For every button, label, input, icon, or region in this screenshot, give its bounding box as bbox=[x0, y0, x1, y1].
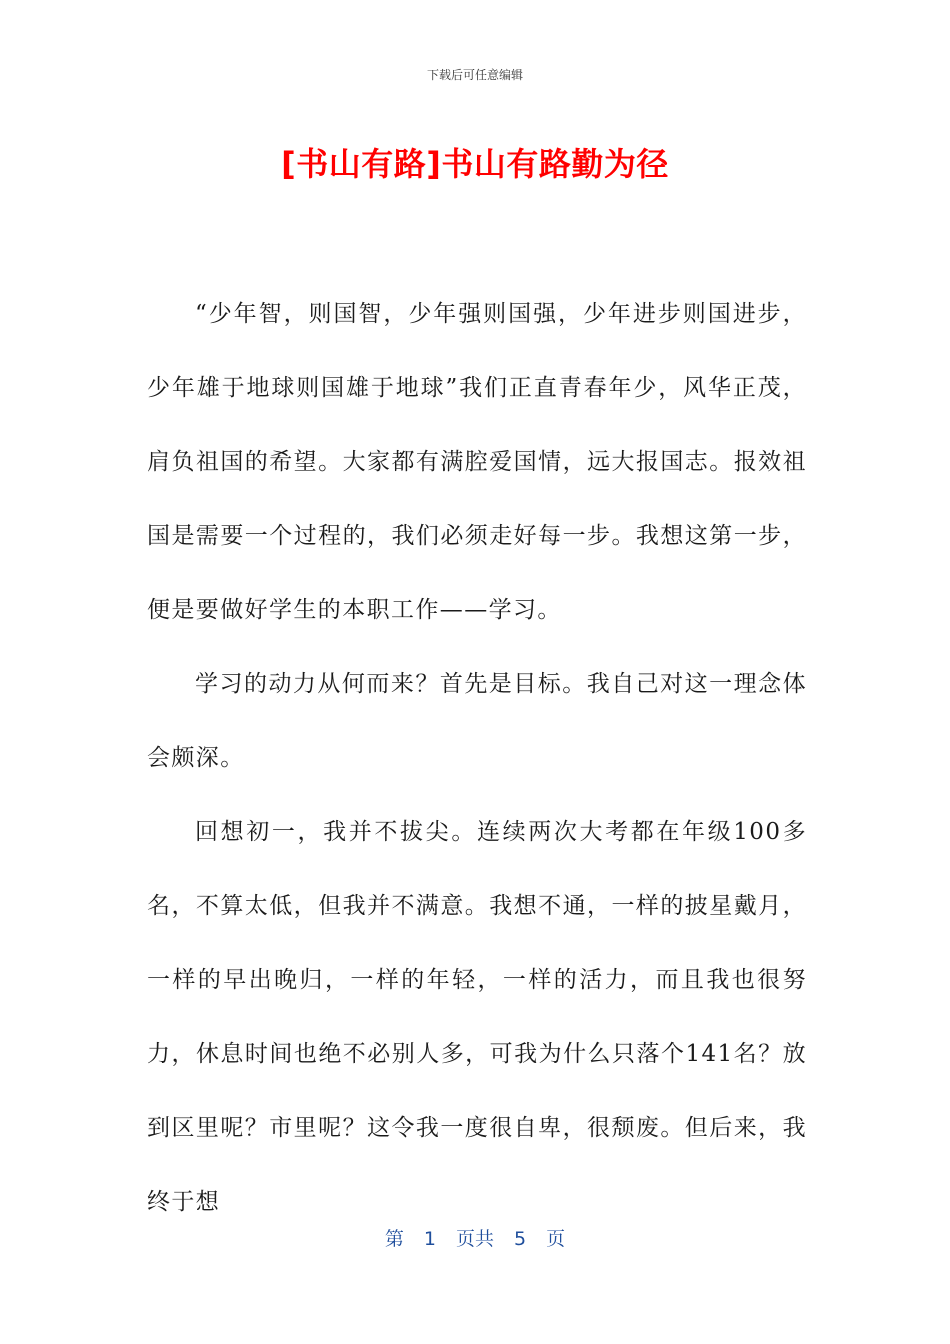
document-title: [书山有路]书山有路勤为径 bbox=[281, 145, 669, 183]
paragraph-1: “少年智，则国智，少年强则国强，少年进步则国进步，少年雄于地球则国雄于地球”我们正直青春年少，风华正茂，肩负祖国的希望。大家都有满腔爱国情，远大报国志。报效祖国是需要一个过程的，我们必须走好每一步。我想这第一步，便是要做好学生的本职工作——学习。 bbox=[147, 301, 807, 623]
document-body bbox=[147, 277, 807, 1239]
page-header-note: 下载后可任意编辑 bbox=[426, 68, 523, 82]
paragraph-3: 回想初一，我并不拔尖。连续两次大考都在年级100多名，不算太低，但我并不满意。我想不通，一样的披星戴月，一样的早出晚归，一样的年轻，一样的活力，而且我也很努力，休息时间也绝不必别人多，可我为什么只落个141名？放到区里呢？市里呢？这令我一度很自卑，很颓废。但后来，我终于想 bbox=[147, 819, 807, 1215]
page-footer-number: 第 1 页共 5 页 bbox=[384, 1228, 566, 1250]
paragraph-2: 学习的动力从何而来？首先是目标。我自己对这一理念体会颇深。 bbox=[147, 671, 807, 771]
